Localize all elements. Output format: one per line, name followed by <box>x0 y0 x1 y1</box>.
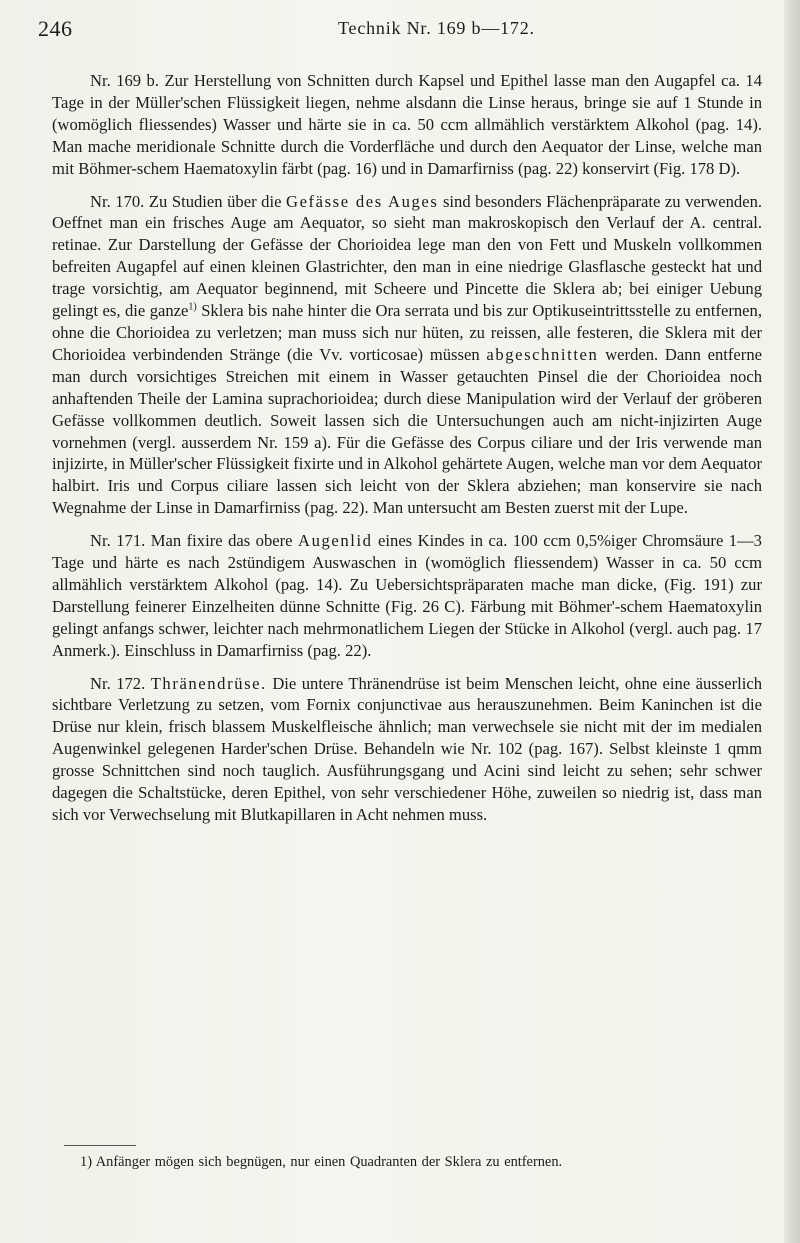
footnote: 1) Anfänger mögen sich begnügen, nur einen Quadranten der Sklera zu entfernen. <box>80 1154 563 1170</box>
paragraph-text: sind besonders Flächenpräparate zu verwenden. Oeffnet man ein frisches Auge am Aequator, so sieht man makroskopisch den Verlauf der A. central. retinae. Zur Darstellung der Gefässe der Chorioidea lege man den von Fett und Muskeln vollkommen befreiten Augapfel auf einen kleinen Glastrichter, den man in eine niedrige Glasflasche gesteckt hat und trage vorsichtig, am Aequator beginnend, mit Scheere und Pincette die Sklera ab; bei einiger Uebung gelingt es, die ganze <box>52 191 763 321</box>
paragraph-text: Die untere Thränendrüse ist beim Menschen leicht, ohne eine äusserlich sichtbare Verletzung zu setzen, vom Fornix conjunctivae aus herauszunehmen. Beim Kaninchen ist die Drüse nur klein, frisch blassem Muskelfleische ähnlich; man verwechsele sie nicht mit der im medialen Augenwinkel gelegenen Harder'schen Drüse. Behandeln wie Nr. 102 (pag. 167). Selbst kleinste 1 qmm grosse Schnittchen sind noch tauglich. Ausführungsgang und Acini sind leicht zu sehen; sehr schwer dagegen die Schaltstücke, deren Epithel, von sehr verschiedener Höhe, zuweilen so niedrig ist, dass man sich vor Verwechselung mit Blutkapillaren in Acht nehmen muss. <box>52 673 762 824</box>
section-number: Nr. 170. <box>90 191 145 211</box>
page-number: 246 <box>38 16 73 41</box>
footnote-marker: 1) <box>188 301 197 313</box>
spaced-term: abgeschnitten <box>486 344 599 364</box>
paragraph-169b <box>52 70 762 180</box>
running-title: Technik Nr. 169 b—172. <box>338 18 535 38</box>
paragraph-172 <box>52 673 762 826</box>
spaced-term: Augenlid <box>298 531 373 551</box>
spaced-term: Thränendrüse. <box>150 673 267 693</box>
section-number: Nr. 171. <box>90 531 146 551</box>
page-edge <box>784 0 800 1243</box>
spaced-term: Gefässe des Auges <box>285 191 439 211</box>
footnote-rule <box>64 1145 136 1146</box>
paragraph-text-end: werden. Dann entferne man durch vorsichtiges Streichen mit einem in Wasser getauchten Pinsel die der Chorioidea noch anhaftenden Theile der Lamina suprachorioidea; durch diese Manipulation wird der Verlauf der gröberen Gefässe vollkommen deutlich. Soweit lassen sich die Untersuchungen auch am nicht-injizirten Auge vornehmen (vergl. ausserdem Nr. 159 a). Für die Gefässe des Corpus ciliare und der Iris verwende man injizirte, in Müller'scher Flüssigkeit fixirte und in Alkohol gehärtete Augen, welche man vor dem Aequator halbirt. Iris und Corpus ciliare lassen sich leicht von der Sklera abziehen; man konservire sie nach Wegnahme der Linse in Damarfirniss (pag. 22). Man untersucht am Besten zuerst mit der Lupe. <box>52 344 762 518</box>
body-text <box>52 70 762 837</box>
paragraph-text: Zur Herstellung von Schnitten durch Kapsel und Epithel lasse man den Augapfel ca. 14 Tage in der Müller'schen Flüssigkeit liegen, nehme alsdann die Linse heraus, bringe sie auf 1 Stunde in (womöglich fliessendes) Wasser und härte sie in ca. 50 ccm allmählich verstärktem Alkohol (pag. 14). Man mache meridionale Schnitte durch die Vorderfläche und durch den Aequator der Linse, welche man mit Böhmer-schem Haematoxylin färbt (pag. 16) und in Damarfirniss (pag. 22) konservirt (Fig. 178 D). <box>52 71 762 178</box>
paragraph-text: eines Kindes in ca. 100 ccm 0,5%iger Chromsäure 1—3 Tage und härte es nach 2stündigem Auswaschen in (womöglich fliessendem) Wasser in ca. 50 ccm allmählich verstärktem Alkohol (pag. 14). Zu Uebersichtspräparaten mache man dicke, (Fig. 191) zur Darstellung feinerer Einzelheiten dünne Schnitte (Fig. 26 C). Färbung mit Böhmer'-schem Haematoxylin gelingt anfangs schwer, leichter nach mehrmonatlichem Liegen der Stücke in Alkohol (vergl. auch pag. 17 Anmerk.). Einschluss in Damarfirniss (pag. 22). <box>52 531 762 660</box>
section-number: Nr. 172. <box>90 673 146 693</box>
section-number: Nr. 169 b. <box>90 71 159 90</box>
paragraph-text-continued: Sklera bis nahe hinter die Ora serrata und bis zur Optikuseintrittsstelle zu entfernen, ohne die Chorioidea zu verletzen; man muss sich nur hüten, zu reissen, alle festeren, die Sklera mit der Chorioidea verbindenden Stränge (die Vv. vorticosae) müssen <box>52 301 762 364</box>
running-head <box>38 16 768 46</box>
paragraph-170: Nr. 170. Zu Studien über die Gefässe des Auges sind besonders Flächenpräparate zu verwenden. Oeffnet man ein frisches Auge am Aequator, so sieht man makroskopisch den Verlauf der A. central. retinae. Zur Darstellung der Gefässe der Chorioidea lege man den von Fett und Muskeln vollkommen befreiten Augapfel auf einen kleinen Glastrichter, den man in eine niedrige Glasflasche gesteckt hat und trage vorsichtig, am Aequator beginnend, mit Scheere und Pincette die Sklera ab; bei einiger Uebung gelingt es, die ganze$^{1)}$ Sklera bis nahe hinter die Ora serrata und bis zur Optikuseintrittsstelle zu entfernen, ohne die Chorioidea zu verletzen; man muss sich nur hüten, zu reissen, alle festeren, die Sklera mit der Chorioidea verbindenden Stränge (die Vv. vorticosae) müssen abgeschnitten werden. Dann entferne man durch vorsichtiges Streichen mit einem in Wasser getauchten Pinsel die der Chorioidea noch anhaftenden Theile der Lamina suprachorioidea; durch diese Manipulation wird der Verlauf der gröberen Gefässe vollkommen deutlich. Soweit lassen sich die Untersuchungen auch am nicht-injizirten Auge vornehmen (vergl. ausserdem Nr. 159 a). Für die Gefässe des Corpus ciliare und der Iris verwende man injizirte, in Müller'scher Flüssigkeit fixirte und in Alkohol gehärtete Augen, welche man vor dem Aequator halbirt. Iris und Corpus ciliare lassen sich leicht von der Sklera abziehen; man konservire sie nach Wegnahme der Linse in Damarfirniss (pag. 22). Man untersucht am Besten zuerst mit der Lupe. <box>52 191 763 518</box>
paragraph-171: Nr. 171. Man fixire das obere Augenlid eines Kindes in ca. 100 ccm 0,5%iger Chromsäure 1—3 Tage und härte es nach 2stündigem Auswaschen in (womöglich fliessendem) Wasser in ca. 50 ccm allmählich verstärktem Alkohol (pag. 14). Zu Uebersichtspräparaten mache man dicke, (Fig. 191) zur Darstellung feinerer Einzelheiten dünne Schnitte (Fig. 26 C). Färbung mit Böhmer'-schem Haematoxylin gelingt anfangs schwer, leichter nach mehrmonatlichem Liegen der Stücke in Alkohol (vergl. auch pag. 17 Anmerk.). Einschluss in Damarfirniss (pag. 22). <box>52 531 762 660</box>
